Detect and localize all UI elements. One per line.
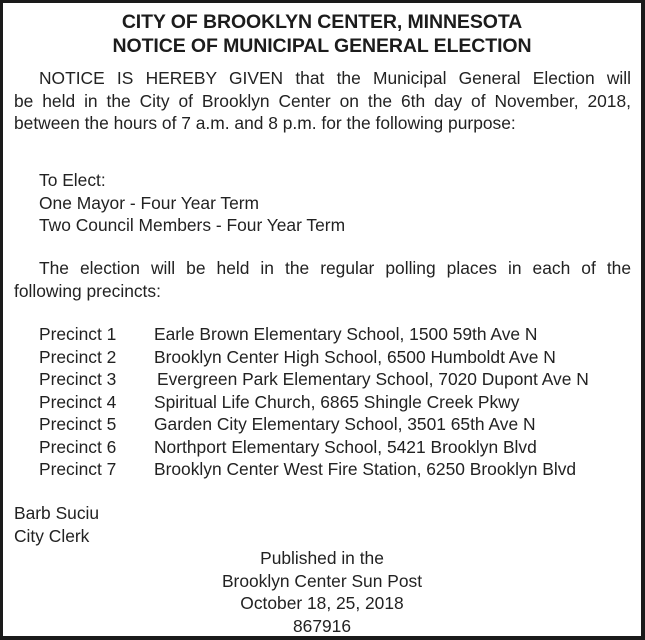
precinct-label: Precinct 4 [39,391,117,412]
precinct-address: Spiritual Life Church, 6865 Shingle Creek Pkwy [154,391,520,412]
office-item: Two Council Members - Four Year Term [39,215,346,235]
office-item: One Mayor - Four Year Term [39,192,260,213]
publication-newspaper: Brooklyn Center Sun Post [221,570,423,591]
polling-line-2: following precincts: [14,280,161,301]
precinct-address: Evergreen Park Elementary School, 7020 Dupont Ave N [157,369,589,389]
precinct-address: Garden City Elementary School, 3501 65th Ave N [154,414,536,434]
precinct-label: Precinct 5 [39,414,117,434]
intro-line-2: be held in the City of Brooklyn Center on the 6th day of November, 2018, [14,90,631,111]
ad-number: 867916 [292,615,352,636]
precinct-label: Precinct 2 [39,346,117,367]
publication-line-1: Published in the [260,548,384,568]
intro-line-1: NOTICE IS HEREBY GIVEN that the Municipal General Election will [39,68,631,88]
title-city: CITY OF BROOKLYN CENTER, MINNESOTA [121,11,523,33]
notice-title [3,10,641,58]
intro-paragraph [14,67,631,135]
intro-line-3: between the hours of 7 a.m. and 8 p.m. for the following purpose: [14,113,516,133]
signer-name: Barb Suciu [14,503,100,523]
precinct-address: Northport Elementary School, 5421 Brooklyn Blvd [154,436,537,457]
precinct-address: Brooklyn Center West Fire Station, 6250 Brooklyn Blvd [154,459,577,479]
offices-list [39,169,345,237]
title-notice: NOTICE OF MUNICIPAL GENERAL ELECTION [112,35,532,57]
polling-line-1: The election will be held in the regular polling places in each of the [39,258,631,278]
precinct-label: Precinct 1 [39,324,117,344]
precinct-address: Brooklyn Center High School, 6500 Humboldt Ave N [154,346,556,367]
polling-paragraph [14,257,631,302]
publication-info [3,547,641,637]
precinct-label: Precinct 6 [39,436,117,457]
precinct-label: Precinct 7 [39,459,117,479]
precinct-address: Earle Brown Elementary School, 1500 59th Ave N [154,324,538,344]
precinct-label: Precinct 3 [39,369,117,389]
publication-dates: October 18, 25, 2018 [240,593,404,613]
offices-heading: To Elect: [39,170,106,190]
signer-title: City Clerk [14,525,90,546]
signature-block [14,502,99,547]
